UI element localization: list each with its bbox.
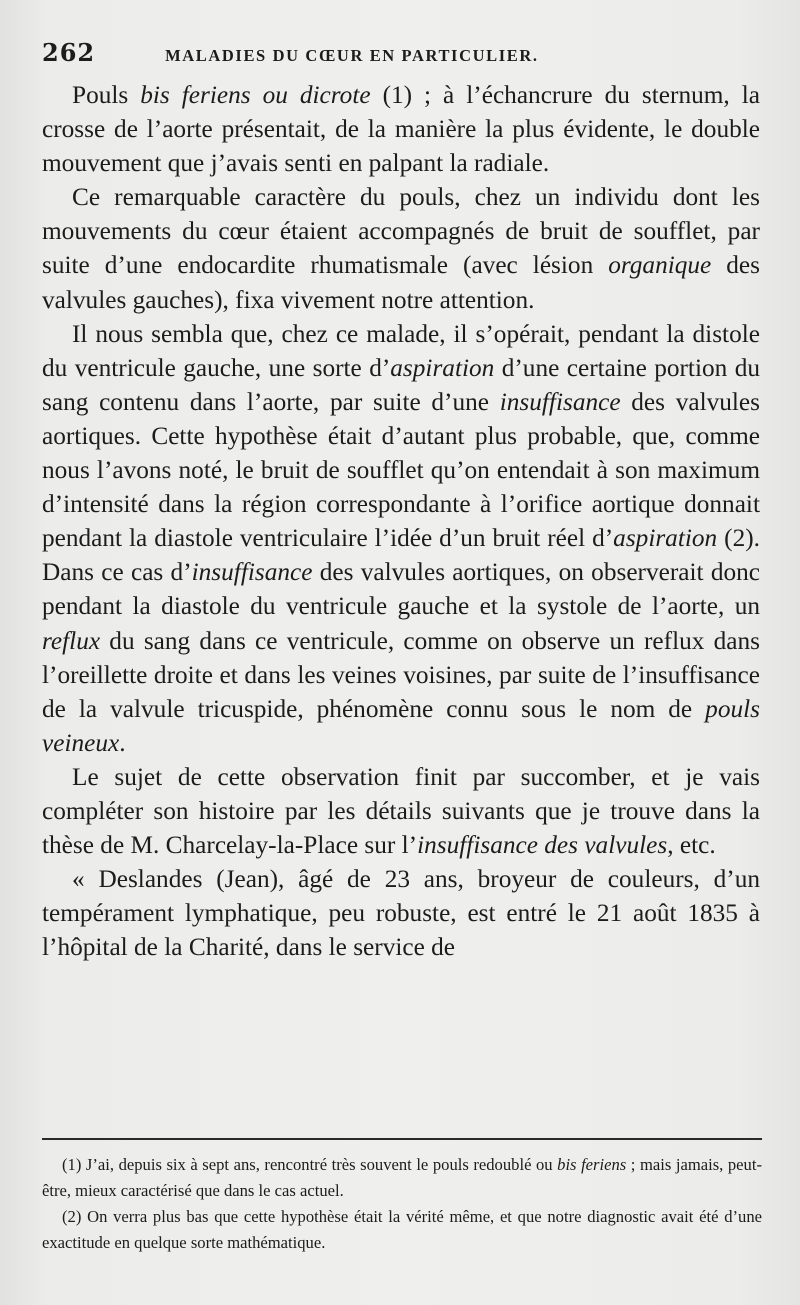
footnote-divider [42, 1138, 762, 1140]
italic-run: insuffisance [191, 558, 313, 587]
paragraph [42, 78, 760, 180]
page-number: 262 [42, 38, 96, 67]
italic-run: insuffisance [499, 387, 621, 416]
text-run: d’une certaine portion du sang contenu dans l’aorte, par suite d’une [42, 353, 761, 416]
paragraph [42, 180, 760, 316]
running-title: MALADIES DU CŒUR EN PARTICULIER. [165, 46, 539, 65]
footnote [42, 1152, 762, 1204]
text-run: (2). Dans ce cas d’ [42, 524, 760, 587]
footnote [42, 1204, 762, 1256]
text-run: des valvules gauches), fixa vivement notre attention. [42, 251, 760, 314]
main-text [42, 78, 760, 964]
italic-run: bis feriens ou dicrote [140, 81, 371, 109]
text-run: . [119, 728, 126, 757]
italic-run: reflux [42, 626, 101, 655]
paragraph [42, 760, 760, 862]
text-run: des valvules aortiques, on observerait donc pendant la diastole du ventricule gauche et la systole de l’aorte, un [42, 558, 760, 621]
italic-run: aspiration [390, 353, 495, 382]
italic-run: pouls veineux [42, 694, 760, 757]
italic-run: insuffisance des valvules [417, 831, 668, 860]
paragraph [42, 862, 760, 964]
text-run: du sang dans ce ventricule, comme on observe un reflux dans l’oreillette droite et dans les veines voisines, par suite de l’insuffisance de la valvule tricuspide, phénomène connu sous le nom de [42, 626, 760, 723]
text-run: des valvules aortiques. Cette hypothèse était d’autant plus probable, que, comme nous l’avons noté, le bruit de soufflet qu’on entendait à son maximum d’intensité dans la région correspondante à l’orifice aortique donnait pendant la diastole ventriculaire l’idée d’un bruit réel d’ [42, 387, 760, 553]
italic-run: aspiration [613, 524, 718, 553]
page-header [42, 38, 760, 68]
text-run: , etc. [667, 831, 716, 860]
text-run: ; mais jamais, peut-être, mieux caractérisé que dans le cas actuel. [42, 1155, 762, 1200]
text-run: (1) J’ai, depuis six à sept ans, rencontré très souvent le pouls redoublé ou [62, 1155, 558, 1174]
text-run: (2) On verra plus bas que cette hypothèse était la vérité même, et que notre diagnostic avait été d’une exactitude en quelque sorte mathématique. [42, 1207, 762, 1252]
italic-run: bis feriens [557, 1155, 627, 1174]
text-run: (1) ; à l’échancrure du sternum, la crosse de l’aorte présentait, de la manière la plus évidente, le double mouvement que j’avais senti en palpant la radiale. [42, 81, 760, 178]
text-run: Ce remarquable caractère du pouls, chez un individu dont les mouvements du cœur étaient accompagnés de bruit de soufflet, par suite d’une endocardite rhumatismale (avec lésion [42, 183, 760, 280]
text-run: « Deslandes (Jean), âgé de 23 ans, broyeur de couleurs, d’un tempérament lymphatique, peu robuste, est entré le 21 août 1835 à l’hôpital de la Charité, dans le service de [42, 865, 760, 962]
italic-run: organique [608, 251, 712, 280]
text-run: Il nous sembla que, chez ce malade, il s’opérait, pendant la distole du ventricule gauche, une sorte d’ [42, 319, 760, 382]
footnotes [42, 1152, 762, 1256]
text-run: Le sujet de cette observation finit par succomber, et je vais compléter son histoire par les détails suivants que je trouve dans la thèse de M. Charcelay-la-Place sur l’ [42, 762, 760, 860]
paragraph [42, 317, 760, 760]
text-run: Pouls [72, 81, 141, 109]
